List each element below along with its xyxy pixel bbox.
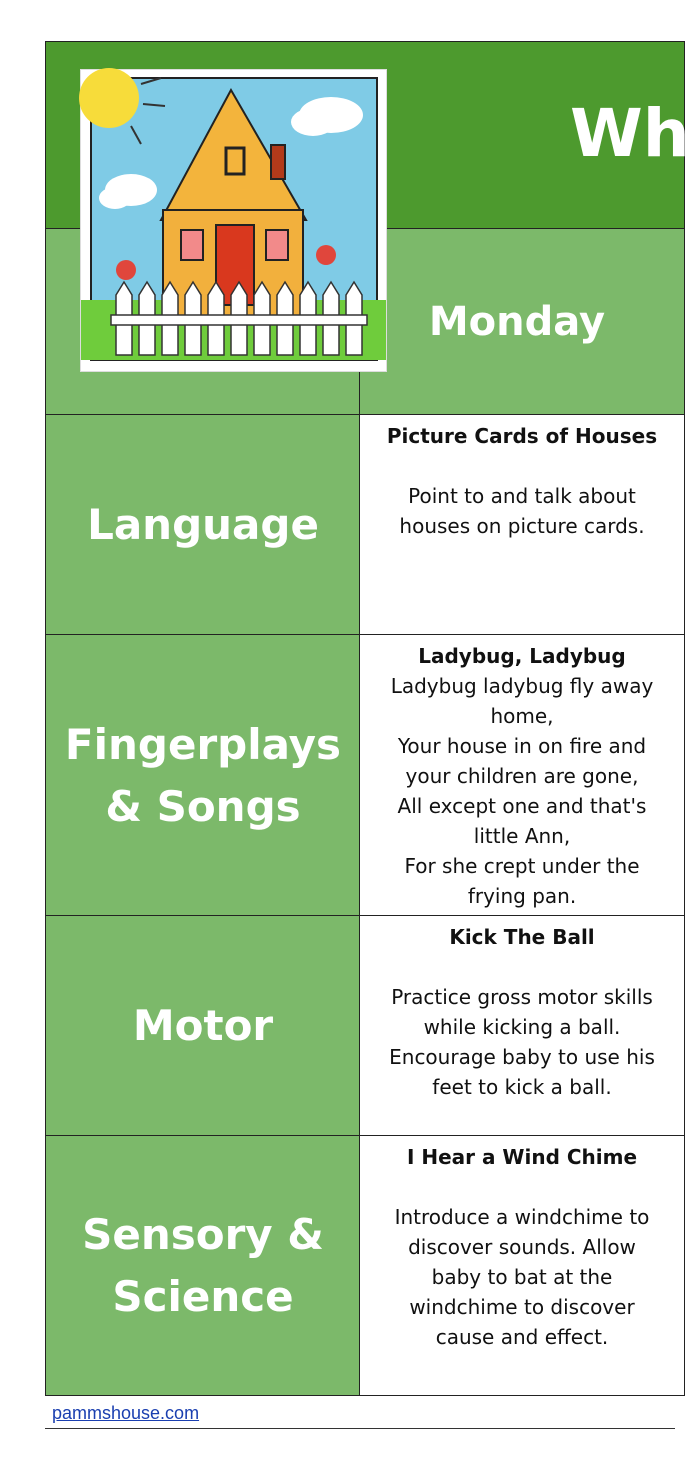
house-clipart xyxy=(80,69,387,372)
page-title: Wh xyxy=(570,95,690,172)
activity-description: Introduce a windchime to discover sounds. Allow baby to bat at the windchime to discover cause and effect. xyxy=(394,1205,650,1349)
category-cell-motor xyxy=(45,915,361,1137)
category-label: Sensory & Science xyxy=(82,1209,324,1321)
activity-description: Point to and talk about houses on picture cards. xyxy=(399,484,645,538)
house-illustration xyxy=(81,70,386,371)
category-label: Fingerplays & Songs xyxy=(64,719,342,831)
category-label: Motor xyxy=(132,1001,274,1050)
day-header-monday xyxy=(359,228,685,415)
activity-description: Ladybug ladybug fly away home, Your house in on fire and your children are gone, All except one and that's little Ann, For she crept under the frying pan. xyxy=(390,674,654,908)
footer-divider xyxy=(45,1428,675,1429)
activity-title: I Hear a Wind Chime xyxy=(406,1145,638,1169)
activity-description: Practice gross motor skills while kicking a ball. Encourage baby to use his feet to kick a ball. xyxy=(389,985,655,1099)
activity-cell xyxy=(359,634,685,917)
activity-cell xyxy=(359,915,685,1137)
activity-title: Kick The Ball xyxy=(449,925,595,949)
category-cell-sensory xyxy=(45,1135,361,1396)
activity-cell xyxy=(359,1135,685,1396)
category-label: Language xyxy=(87,500,319,549)
activity-cell xyxy=(359,414,685,636)
footer-link[interactable]: pammshouse.com xyxy=(52,1403,200,1423)
activity-title: Picture Cards of Houses xyxy=(386,424,658,448)
category-cell-language xyxy=(45,414,361,636)
activity-title: Ladybug, Ladybug xyxy=(418,644,626,668)
category-cell-fingerplays xyxy=(45,634,361,917)
day-label: Monday xyxy=(428,298,606,345)
